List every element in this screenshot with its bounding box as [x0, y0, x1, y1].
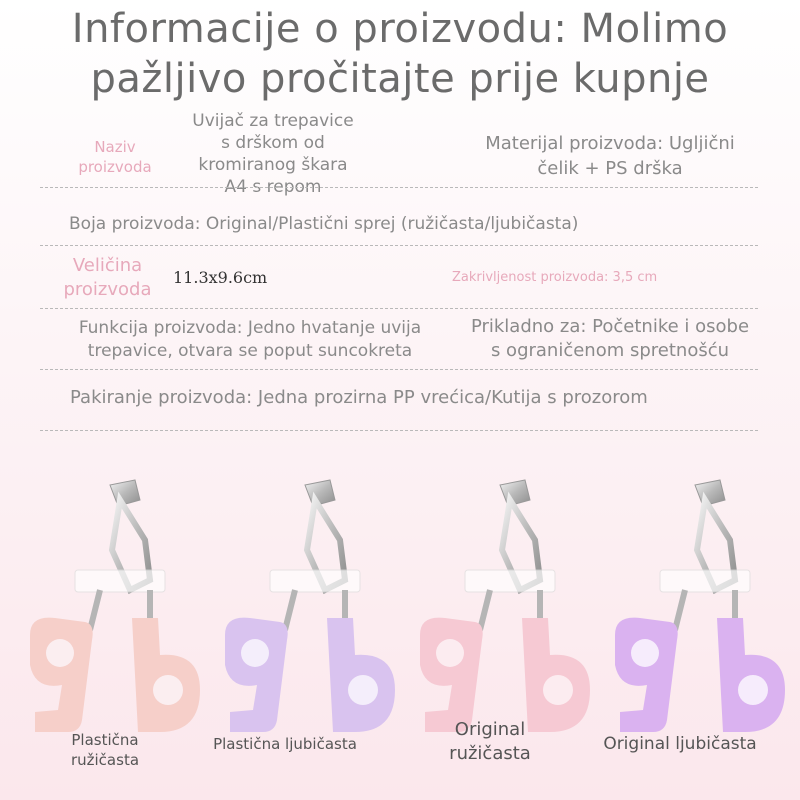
g-handle [30, 618, 93, 732]
material-line-2: čelik + PS drška [537, 158, 683, 179]
page-title-line-1: Informacije o proizvodu: Molimo [71, 6, 729, 52]
size-value: 11.3x9.6cm [173, 268, 268, 287]
name-value-line-4: A4 s repom [224, 177, 322, 197]
suitable-line-1: Prikladno za: Početnike i osobe [470, 316, 750, 337]
name-value-line-2: s drškom od [221, 133, 325, 153]
size-label [50, 254, 165, 302]
b-handle [132, 618, 200, 732]
color-spec: Boja proizvoda: Original/Plastični sprej (ružičasta/ljubičasta) [69, 214, 579, 234]
curler-plastic-pink [30, 480, 200, 732]
name-label-line-2: proizvoda [78, 158, 152, 176]
page-title-line-2: pažljivo pročitajte prije kupnje [90, 56, 710, 102]
function-spec [45, 317, 455, 363]
variant-1-line-1: Plastična [71, 731, 139, 749]
material-line-1: Materijal proizvoda: Ugljični [485, 133, 735, 154]
packaging-spec: Pakiranje proizvoda: Jedna prozirna PP vrećica/Kutija s prozorom [70, 387, 648, 408]
variant-3-line-2: ružičasta [449, 743, 531, 764]
curler-plastic-purple [225, 480, 395, 732]
size-label-line-2: proizvoda [63, 279, 152, 300]
suitable-spec [445, 315, 775, 363]
variant-3-line-1: Original [454, 719, 526, 740]
divider-4 [40, 369, 758, 370]
variant-2-line-1: Plastična ljubičasta [213, 735, 357, 753]
name-value-line-3: kromiranog škara [198, 155, 348, 175]
variant-1-line-2: ružičasta [70, 751, 140, 769]
variant-caption-3 [420, 718, 560, 766]
variant-caption-4 [585, 733, 775, 755]
function-line-1: Funkcija proizvoda: Jedno hvatanje uvija [78, 318, 422, 338]
curler-original-purple [615, 480, 785, 732]
variant-4-line-1: Original ljubičasta [603, 734, 757, 754]
variant-caption-1 [40, 730, 170, 770]
divider-3 [40, 308, 758, 309]
name-value [168, 110, 378, 198]
name-label-line-1: Naziv [94, 138, 136, 156]
name-value-line-1: Uvijač za trepavice [192, 111, 354, 131]
divider-2 [40, 245, 758, 246]
divider-5 [40, 430, 758, 431]
divider-1 [40, 187, 758, 188]
size-label-line-1: Veličina [72, 255, 143, 276]
suitable-line-2: s ograničenom spretnošću [490, 340, 730, 361]
name-label [55, 137, 175, 177]
variant-caption-2 [205, 734, 365, 754]
function-line-2: trepavice, otvara se poput suncokreta [87, 341, 413, 361]
product-illustrations [0, 440, 800, 740]
curvature-spec: Zakrivljenost proizvoda: 3,5 cm [452, 270, 658, 285]
curler-original-pink [420, 480, 590, 732]
material-spec [450, 131, 770, 181]
